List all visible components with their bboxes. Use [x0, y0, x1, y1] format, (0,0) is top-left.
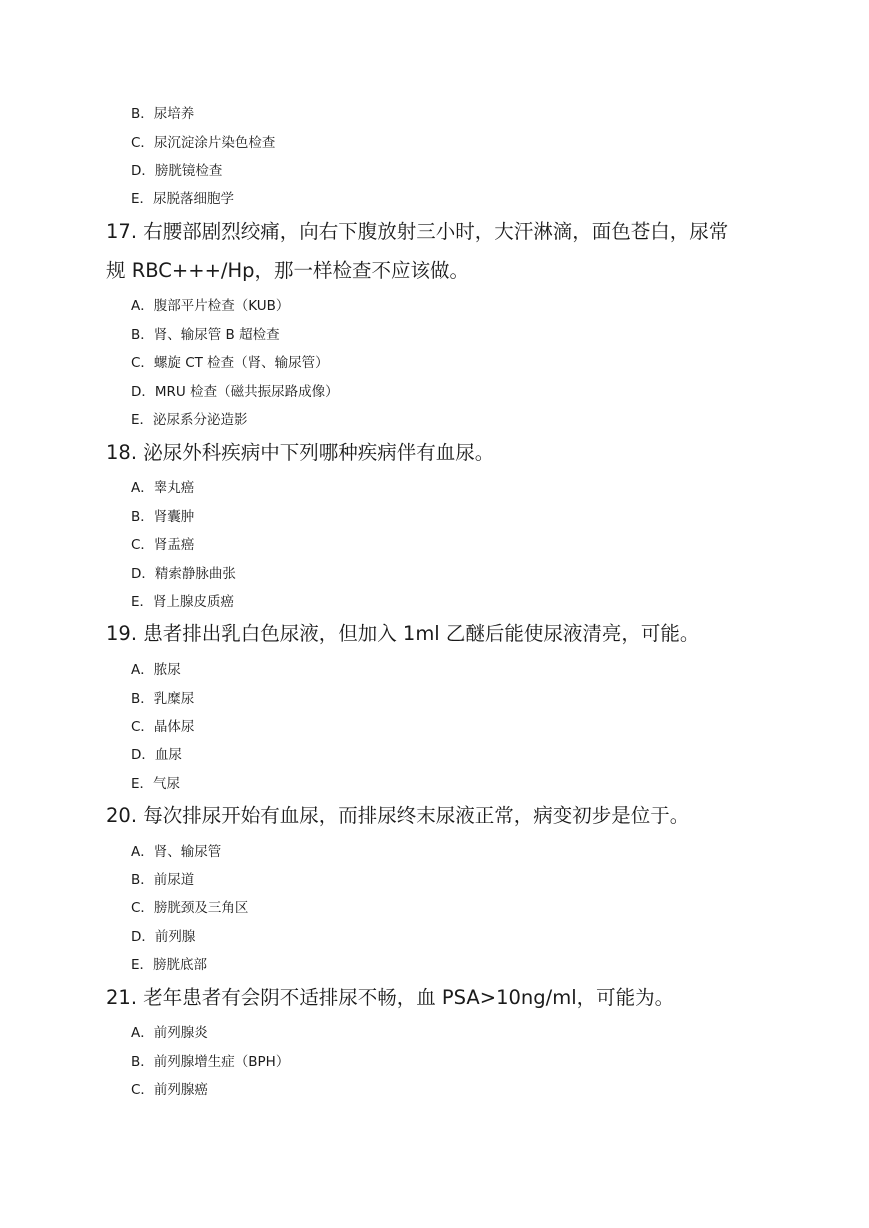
- question-19: 19. 患者排出乳白色尿液，但加入 1ml 乙醚后能使尿液清亮，可能。: [106, 622, 700, 645]
- option-line: A．前列腺炎: [131, 1025, 208, 1041]
- option-line: E．肾上腺皮质癌: [131, 594, 235, 610]
- option-line: C．膀胱颈及三角区: [131, 900, 249, 916]
- option-line: D．MRU 检查（磁共振尿路成像）: [131, 384, 339, 400]
- option-line: D．前列腺: [131, 929, 196, 945]
- option-line: B．前列腺增生症（BPH）: [131, 1054, 290, 1070]
- option-line: E．尿脱落细胞学: [131, 191, 235, 207]
- question-20: 20. 每次排尿开始有血尿，而排尿终末尿液正常，病变初步是位于。: [106, 804, 690, 827]
- question-18: 18. 泌尿外科疾病中下列哪种疾病伴有血尿。: [106, 441, 495, 464]
- option-line: C．螺旋 CT 检查（肾、输尿管）: [131, 355, 329, 371]
- option-line: C．前列腺癌: [131, 1082, 208, 1098]
- option-line: B．乳糜尿: [131, 691, 195, 707]
- option-line: D．血尿: [131, 747, 182, 763]
- option-line: C．肾盂癌: [131, 537, 195, 553]
- option-line: A．腹部平片检查（KUB）: [131, 298, 290, 314]
- option-line: B．尿培养: [131, 106, 195, 122]
- option-line: C．尿沉淀涂片染色检查: [131, 135, 276, 151]
- question-21: 21. 老年患者有会阴不适排尿不畅，血 PSA>10ng/ml，可能为。: [106, 986, 675, 1009]
- option-line: E．膀胱底部: [131, 957, 208, 973]
- option-line: D．精索静脉曲张: [131, 566, 236, 582]
- question-17-continued: 规 RBC+++/Hp，那一样检查不应该做。: [106, 259, 470, 282]
- option-line: B．肾囊肿: [131, 509, 195, 525]
- question-17: 17. 右腰部剧烈绞痛，向右下腹放射三小时，大汗淋滴，面色苍白，尿常: [106, 220, 729, 243]
- option-line: D．膀胱镜检查: [131, 163, 223, 179]
- option-line: B．前尿道: [131, 872, 195, 888]
- option-line: A．肾、输尿管: [131, 844, 222, 860]
- option-line: E．泌尿系分泌造影: [131, 412, 248, 428]
- option-line: E．气尿: [131, 776, 181, 792]
- option-line: A．睾丸癌: [131, 480, 195, 496]
- option-line: A．脓尿: [131, 662, 181, 678]
- option-line: B．肾、输尿管 B 超检查: [131, 327, 280, 343]
- option-line: C．晶体尿: [131, 719, 195, 735]
